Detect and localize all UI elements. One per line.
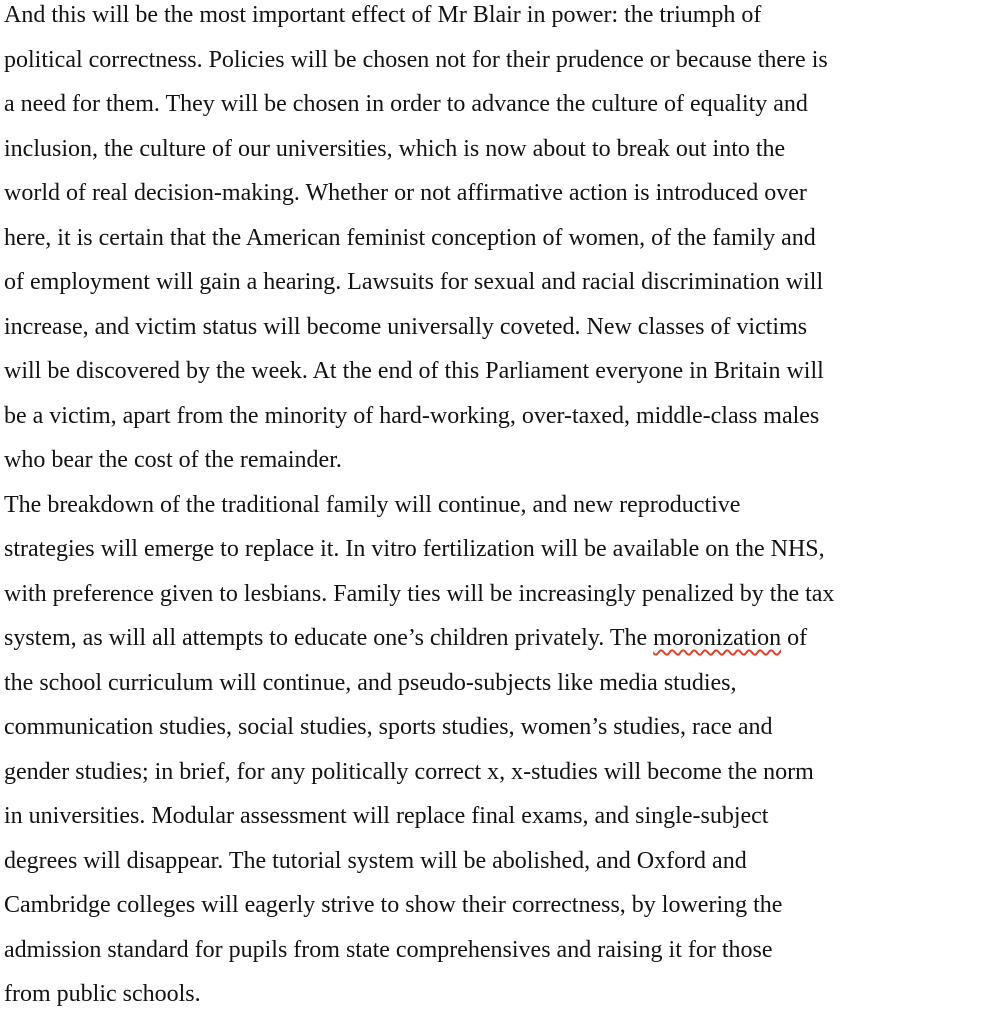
text-line: here, it is certain that the American feminist conception of women, of the family and: [4, 224, 816, 251]
text-line: The breakdown of the traditional family will continue, and new reproductive: [4, 491, 741, 518]
text-line: increase, and victim status will become universally coveted. New classes of victims: [4, 313, 808, 340]
text-line: admission standard for pupils from state comprehensives and raising it for those: [4, 936, 773, 963]
text-line: Cambridge colleges will eagerly strive to show their correctness, by lowering the: [4, 892, 783, 918]
text-line: communication studies, social studies, sports studies, women’s studies, race and: [4, 714, 773, 740]
text-line: degrees will disappear. The tutorial system will be abolished, and Oxford and: [4, 847, 747, 874]
text-line: And this will be the most important effect of Mr Blair in power: the triumph of: [4, 2, 762, 28]
text-line: who bear the cost of the remainder.: [4, 447, 342, 473]
text-line: strategies will emerge to replace it. In vitro fertilization will be available on the NHS,: [4, 536, 825, 562]
text-line: will be discovered by the week. At the end of this Parliament everyone in Britain will: [4, 358, 824, 384]
text-line: system, as will all attempts to educate one’s children privately. The moronization of: [4, 625, 808, 651]
paragraph: [4, 0, 989, 483]
text-line: inclusion, the culture of our universities, which is now about to break out into the: [4, 135, 786, 162]
text-line: a need for them. They will be chosen in order to advance the culture of equality and: [4, 91, 808, 117]
text-line: with preference given to lesbians. Family ties will be increasingly penalized by the tax: [4, 580, 835, 607]
text-line: from public schools.: [4, 981, 201, 1007]
text-line: the school curriculum will continue, and pseudo-subjects like media studies,: [4, 669, 737, 696]
text-line: of employment will gain a hearing. Lawsuits for sexual and racial discrimination will: [4, 269, 824, 295]
text-line: gender studies; in brief, for any politically correct x, x-studies will become the norm: [4, 758, 814, 785]
text-line: be a victim, apart from the minority of hard-working, over-taxed, middle-class males: [4, 402, 820, 429]
text-line: world of real decision-making. Whether or not affirmative action is introduced over: [4, 180, 807, 206]
text-line: political correctness. Policies will be chosen not for their prudence or because there is: [4, 46, 828, 73]
misspelled-word[interactable]: moronization: [653, 625, 782, 651]
text-line: in universities. Modular assessment will replace final exams, and single-subject: [4, 803, 769, 829]
paragraph: [4, 483, 989, 1017]
